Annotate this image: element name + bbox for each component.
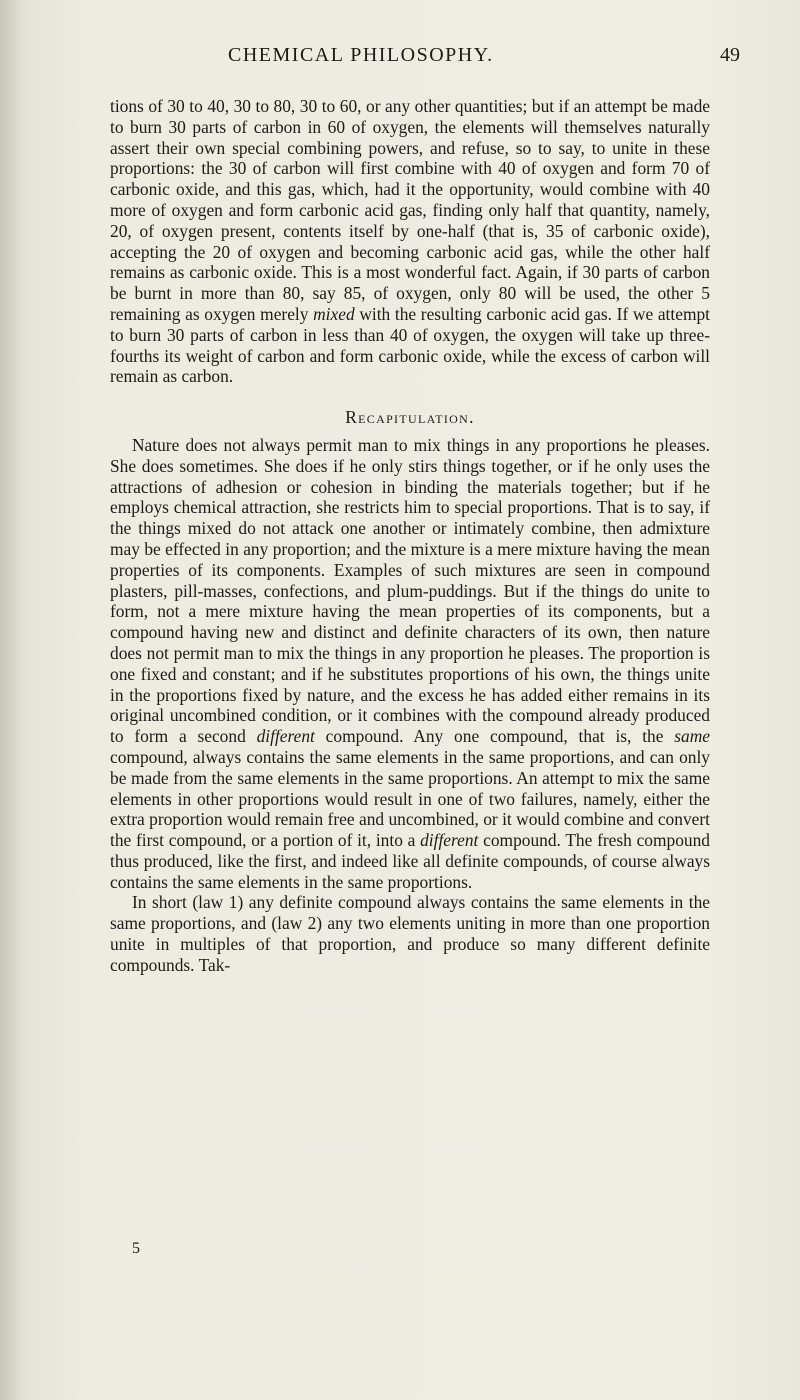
italic-word: mixed xyxy=(313,303,355,324)
body-text xyxy=(110,96,710,976)
page-number: 49 xyxy=(720,44,740,66)
paragraph-continued xyxy=(110,96,710,387)
running-head xyxy=(228,44,648,67)
signature-mark: 5 xyxy=(132,1240,140,1257)
italic-word: different xyxy=(256,726,315,747)
running-title: CHEMICAL PHILOSOPHY. xyxy=(228,44,494,66)
text-run: compound, always contains the same elements in the same proportions, and can only be made from the same elements in the same proportions. An attempt to mix the same elements in other proportions would result in one of two failures, namely, either the extra proportion would remain free and uncombined, or it would combine and convert the first compound, or a portion of it, into a xyxy=(110,746,710,851)
text-run: compound. The fresh compound thus produced, like the first, and indeed like all definite compounds, of course always contains the same elements in the same proportions. xyxy=(110,830,711,892)
page-gutter-shadow xyxy=(0,0,22,1400)
text-run: tions of 30 to 40, 30 to 80, 30 to 60, or any other quantities; but if an attempt be made to burn 30 parts of carbon in 60 of oxygen, the elements will themselves naturally assert their own special combining powers, and refuse, so to say, to unite in these proportions: the 30 of carbon will first combine with 40 of oxygen and form 70 of carbonic oxide, and this gas, which, had it the opportunity, would combine with 40 more of oxygen and form carbonic acid gas, finding only half that quantity, namely, 20, of oxygen present, contents itself by one-half (that is, 35 of carbonic oxide), accepting the 20 of oxygen and becoming carbonic acid gas, while the other half remains as carbonic oxide. This is a most wonderful fact. Again, if 30 parts of carbon be burnt in more than 80, say 85, of oxygen, only 80 will be used, the other 5 remaining as oxygen merely xyxy=(110,96,710,324)
text-run: compound. Any one compound, that is, the xyxy=(314,726,675,747)
section-heading: Recapitulation. xyxy=(345,407,475,428)
paragraph xyxy=(110,435,710,893)
italic-word: different xyxy=(420,830,479,851)
paragraph: In short (law 1) any definite compound always contains the same elements in the same proportions, and (law 2) any two elements uniting in more than one proportion unite in multiples of that proportion, and produce so many different definite compounds. Tak- xyxy=(110,892,710,975)
text-run: with the resulting carbonic acid gas. If we attempt to burn 30 parts of carbon in less than 40 of oxygen, the oxygen will take up three-fourths its weight of carbon and form carbonic oxide, while the excess of carbon will remain as carbon. xyxy=(110,303,710,387)
italic-word: same xyxy=(674,726,711,747)
text-run: Nature does not always permit man to mix things in any proportions he pleases. She does sometimes. She does if he only stirs things together, or if he only uses the attractions of adhesion or cohesion in binding the materials together; but if he employs chemical attraction, she restricts him to special proportions. That is to say, if the things mixed do not attack one another or intimately combine, then admixture may be effected in any proportion; and the mixture is a mere mixture having the mean properties of its components. Examples of such mixtures are seen in compound plasters, pill-masses, confections, and plum-puddings. But if the things do unite to form, not a mere mixture having the mean properties of its components, but a compound having new and distinct and definite characters of its own, then nature does not permit man to mix the things in any proportion he pleases. The proportion is one fixed and constant; and if he substitutes proportions of his own, the things unite in the proportions fixed by nature, and the excess he has added either remains in its original uncombined condition, or it combines with the compound already produced to form a second xyxy=(110,434,710,747)
